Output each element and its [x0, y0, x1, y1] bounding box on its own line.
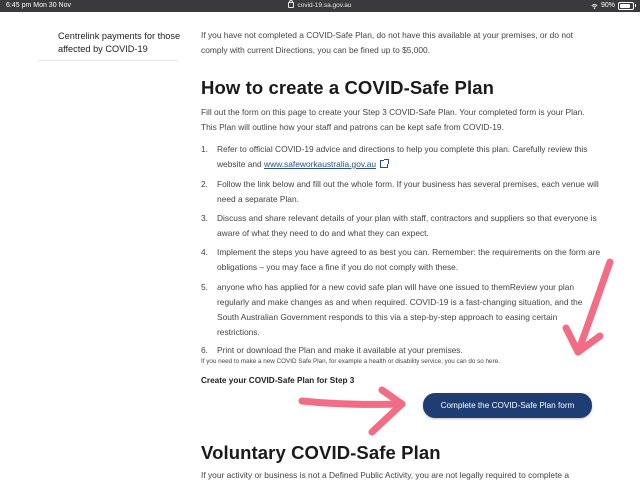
new-plan-note: If you need to make a new COVID Safe Plan, for example a health or disability service, you can do so here.	[201, 358, 500, 365]
how-to-lead-text: Fill out the form on this page to create your Step 3 COVID-Safe Plan. Your completed form is your Plan. This Plan will outline how your staff and patrons can be kept safe from COVID-19.	[201, 107, 585, 132]
battery-percent: 90%	[600, 2, 615, 9]
step-text: Print or download the Plan and make it available at your premises.	[217, 345, 463, 355]
step-number: 3.	[201, 213, 208, 223]
step-number: 6.	[201, 345, 208, 355]
address-bar[interactable]	[0, 0, 640, 12]
how-to-create-heading: How to create a COVID-Safe Plan	[201, 77, 495, 98]
step-text	[217, 142, 601, 172]
lock-icon	[288, 2, 294, 8]
status-bar	[0, 0, 640, 12]
address-url: covid-19.sa.gov.au	[297, 2, 352, 9]
step-text: anyone who has applied for a new covid safe plan will have one issued to themReview your plan regularly and make changes as and when required. COVID-19 is a fast-changing situation, and the South Australian Government responds to this via a step-by-step approach to easing certain restrictions.	[217, 282, 583, 337]
create-plan-label: Create your COVID-Safe Plan for Step 3	[201, 376, 355, 385]
wifi-icon	[591, 3, 598, 10]
sidebar-link-centrelink[interactable]: Centrelink payments for those affected by COVID-19	[58, 31, 181, 54]
fine-warning-text: If you have not completed a COVID-Safe Plan, do not have this available at your premises, or do not comply with current Directions, you can be fined up to $5,000.	[201, 30, 573, 55]
step-number: 5.	[201, 282, 208, 292]
arrow-right-annotation	[302, 390, 402, 432]
step-number: 1.	[201, 144, 208, 154]
safework-australia-link[interactable]: www.safeworkaustralia.gov.au	[264, 159, 377, 169]
status-time: 6:45 pm Mon 30 Nov	[6, 2, 71, 9]
step-text-body: Refer to official COVID-19 advice and directions to help you complete this plan. Carefully review this website and	[217, 144, 588, 169]
voluntary-plan-heading: Voluntary COVID-Safe Plan	[201, 442, 441, 463]
step-number: 2.	[201, 179, 208, 189]
step-number: 4.	[201, 247, 208, 257]
voluntary-plan-text: If your activity or business is not a Defined Public Activity, you are not legally required to complete a	[201, 470, 570, 480]
step-text: Follow the link below and fill out the whole form. If your business has several premises, each venue will need a separate Plan.	[217, 179, 599, 204]
battery-icon	[618, 2, 634, 10]
complete-plan-form-button[interactable]: Complete the COVID-Safe Plan form	[423, 393, 592, 418]
status-indicators	[591, 0, 634, 12]
external-link-icon[interactable]	[380, 160, 388, 168]
step-text: Implement the steps you have agreed to as best you can. Remember: the requirements on the form are obligations – you may face a fine if you do not comply with these.	[217, 247, 601, 272]
step-text: Discuss and share relevant details of your plan with staff, contractors and suppliers so that everyone is aware of what they need to do and what they can expect.	[217, 213, 597, 238]
sidebar-divider	[38, 60, 178, 61]
